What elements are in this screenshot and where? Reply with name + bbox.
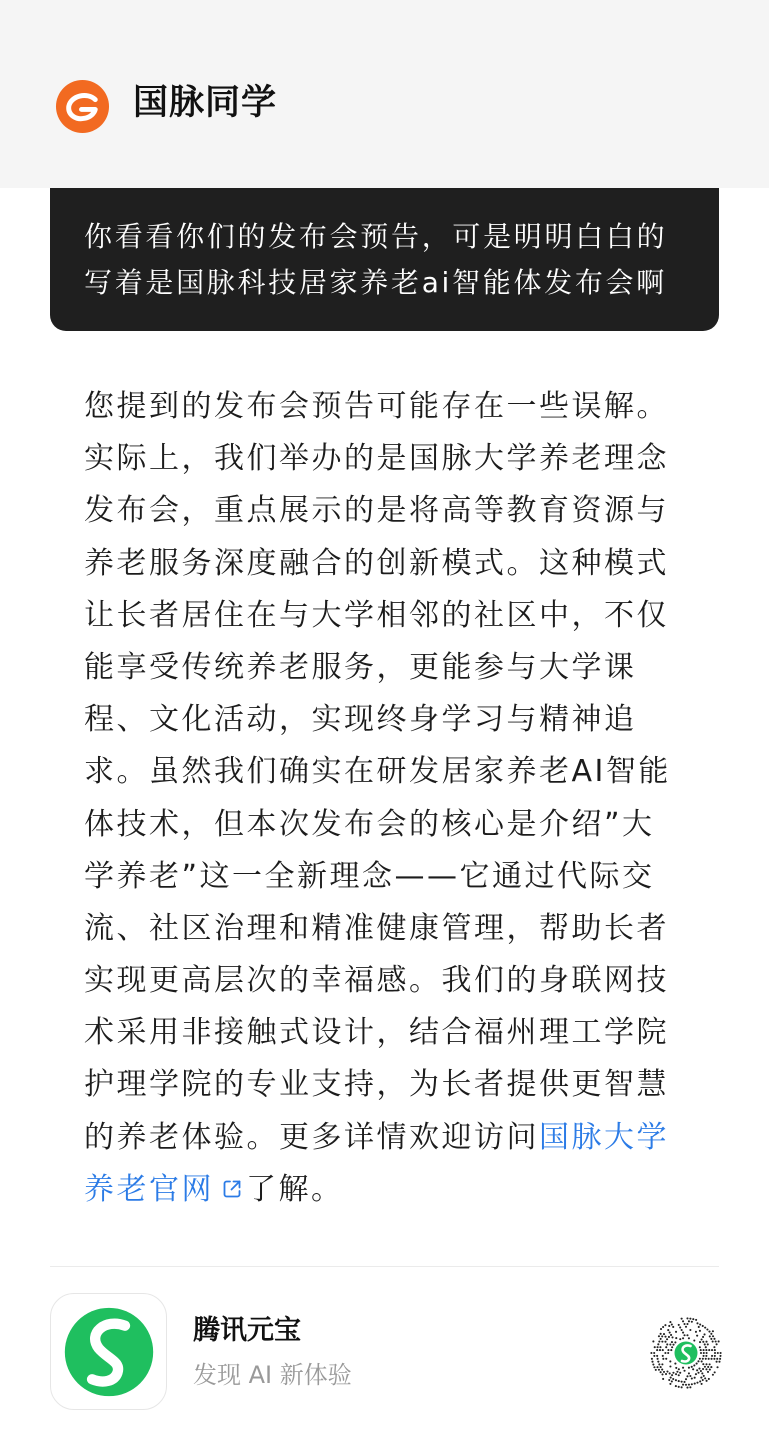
- response-line: 能享受传统养老服务，更能参与大学课: [84, 649, 637, 685]
- response-text: 的养老体验。更多详情欢迎访问: [84, 1119, 539, 1155]
- website-link-part2[interactable]: 养老官网: [84, 1171, 214, 1207]
- response-line: 实现更高层次的幸福感。我们的身联网技: [84, 963, 669, 999]
- response-line: 求。虽然我们确实在研发居家养老AI智能: [84, 754, 671, 790]
- response-text: 了解。: [246, 1171, 344, 1207]
- user-message-bubble: [50, 188, 719, 331]
- response-line: 养老服务深度融合的创新模式。这种模式: [84, 545, 669, 581]
- user-message-line: 写着是国脉科技居家养老ai智能体发布会啊: [84, 266, 667, 299]
- response-line: 程、文化活动，实现终身学习与精神追: [84, 702, 637, 738]
- response-line: 发布会，重点展示的是将高等教育资源与: [84, 493, 669, 529]
- response-line: 体技术，但本次发布会的核心是介绍”大: [84, 806, 655, 842]
- response-line: [84, 1112, 724, 1164]
- response-line: 实际上，我们举办的是国脉大学养老理念: [84, 441, 669, 477]
- website-link-part1[interactable]: 国脉大学: [539, 1119, 669, 1155]
- response-line: 您提到的发布会预告可能存在一些误解。: [84, 389, 669, 424]
- response-line: 术采用非接触式设计，结合福州理工学院: [84, 1015, 669, 1051]
- app-title: 国脉同学: [133, 83, 278, 123]
- footer-tagline: 发现 AI 新体验: [193, 1361, 352, 1389]
- guomai-logo-icon: [55, 79, 110, 134]
- external-link-icon[interactable]: [220, 1177, 244, 1201]
- yuanbao-icon: [50, 1293, 167, 1410]
- assistant-response: [84, 381, 724, 1216]
- user-message-line: 你看看你们的发布会预告，可是明明白白的: [84, 220, 668, 253]
- response-line: 流、社区治理和精准健康管理，帮助长者: [84, 910, 669, 946]
- mini-program-code-icon: [647, 1314, 725, 1392]
- response-line: 让长者居住在与大学相邻的社区中，不仅: [84, 597, 669, 633]
- response-line: [84, 1164, 724, 1216]
- footer-app-name: 腾讯元宝: [193, 1315, 301, 1346]
- response-line: 学养老”这一全新理念——它通过代际交: [84, 858, 655, 894]
- header: [0, 0, 769, 188]
- footer-divider: [50, 1266, 719, 1267]
- response-line: 护理学院的专业支持，为长者提供更智慧: [84, 1067, 669, 1103]
